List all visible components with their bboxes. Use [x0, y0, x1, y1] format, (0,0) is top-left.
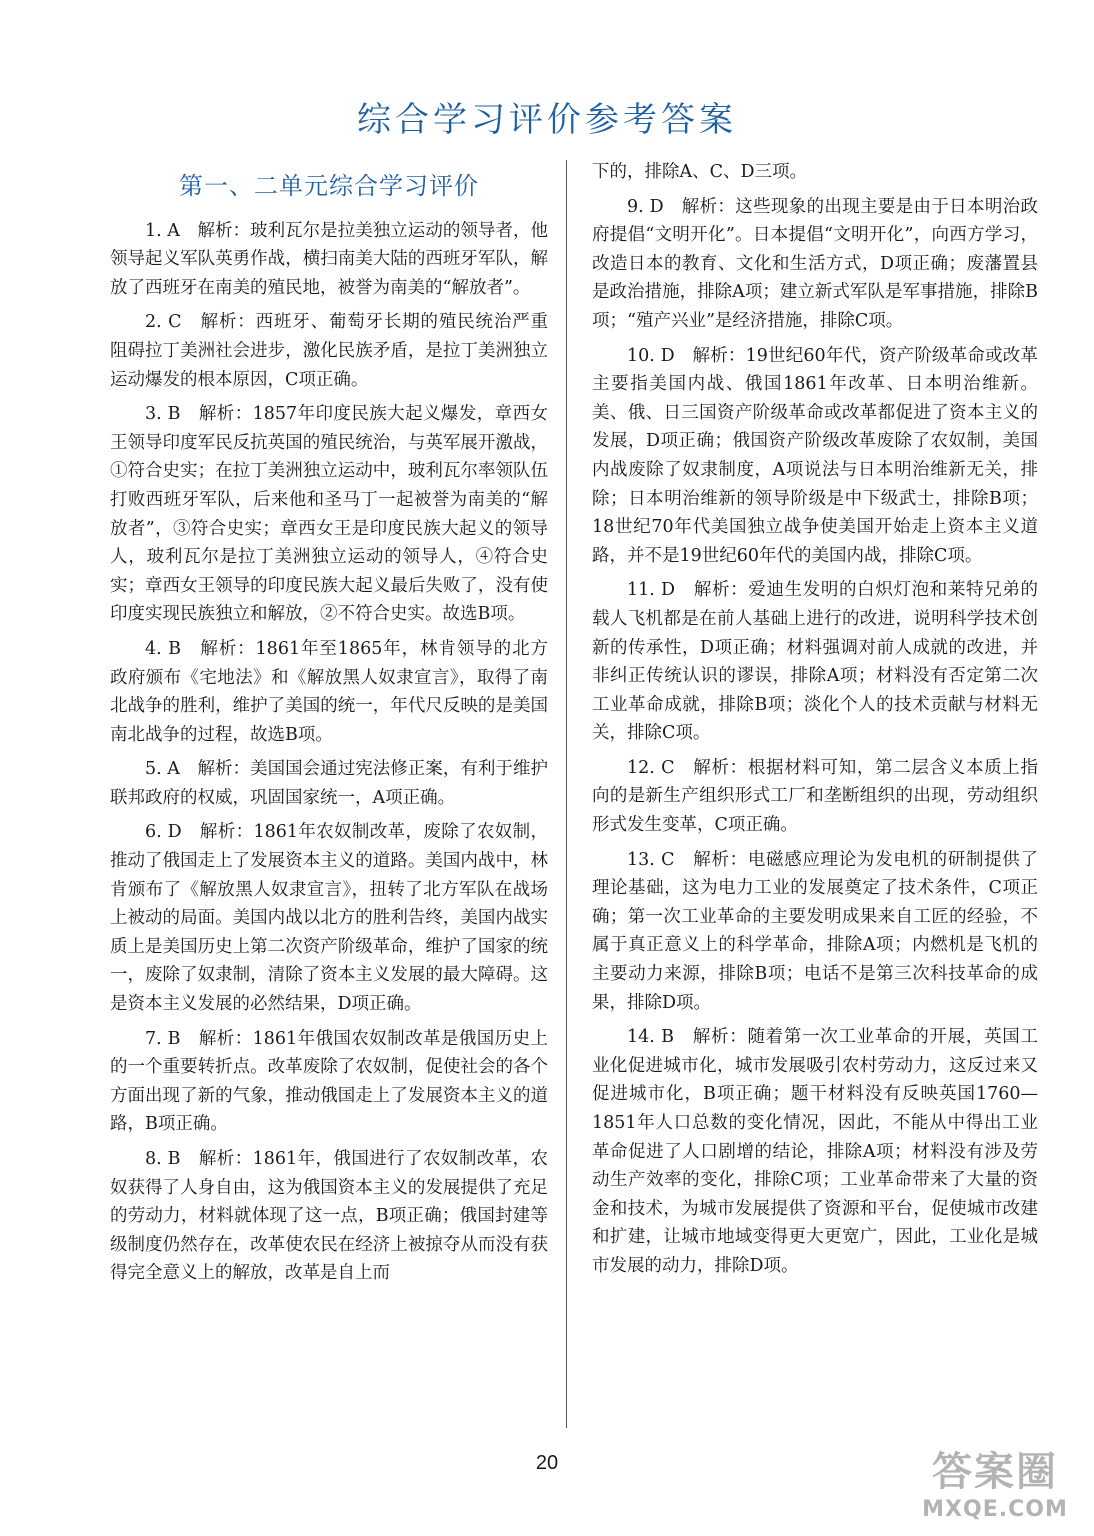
answer-paragraph: 9. D 解析：这些现象的出现主要是由于日本明治政府提倡“文明开化”。日本提倡“文明开化”，向西方学习，改造日本的教育、文化和生活方式，D项正确；废藩置县是政治措施，排除A项；建立新式军队是军事措施，排除B项；“殖产兴业”是经济措施，排除C项。 [592, 196, 1038, 331]
answer-paragraph: 7. B 解析：1861年俄国农奴制改革是俄国历史上的一个重要转折点。改革废除了农奴制，促使社会的各个方面出现了新的气象，推动俄国走上了发展资本主义的道路，B项正确。 [110, 1028, 548, 1135]
watermark-logo [905, 1440, 1085, 1530]
answer-paragraph: 8. B 解析：1861年，俄国进行了农奴制改革，农奴获得了人身自由，这为俄国资本主义的发展提供了充足的劳动力，材料就体现了这一点，B项正确；俄国封建等级制度仍然存在，改革使农民在经济上被掠夺从而没有获得完全意义上的解放，改革是自上而 [110, 1149, 548, 1284]
answer-paragraph: 14. B 解析：随着第一次工业革命的开展，英国工业化促进城市化，城市发展吸引农村劳动力，这反过来又促进城市化，B项正确；题干材料没有反映英国1760—1851年人口总数的变化情况，因此，不能从中得出工业革命促进了人口剧增的结论，排除A项；材料没有涉及劳动生产效率的变化，排除C项；工业革命带来了大量的资金和技术，为城市发展提供了资源和平台，促使城市改建和扩建，让城市地域变得更大更宽广，因此，工业化是城市发展的动力，排除D项。 [592, 1027, 1038, 1276]
column-divider [566, 160, 567, 1428]
answer-paragraph: 5. A 解析：美国国会通过宪法修正案，有利于维护联邦政府的权威，巩固国家统一，A项正确。 [110, 759, 548, 808]
section-title: 第一、二单元综合学习评价 [179, 172, 479, 200]
page-number: 20 [535, 1452, 559, 1474]
answer-paragraph: 11. D 解析：爱迪生发明的白炽灯泡和莱特兄弟的载人飞机都是在前人基础上进行的改进，说明科学技术创新的传承性，D项正确；材料强调对前人成就的改进，并非纠正传统认识的谬误，排除A项；材料没有否定第二次工业革命成就，排除B项；淡化个人的技术贡献与材料无关，排除C项。 [592, 580, 1038, 744]
answer-paragraph: 6. D 解析：1861年农奴制改革，废除了农奴制，推动了俄国走上了发展资本主义的道路。美国内战中，林肯颁布了《解放黑人奴隶宣言》，扭转了北方军队在战场上被动的局面。美国内战以北方的胜利告终，美国内战实质上是美国历史上第二次资产阶级革命，维护了国家的统一，废除了奴隶制，清除了资本主义发展的最大障碍。这是资本主义发展的必然结果，D项正确。 [110, 822, 548, 1015]
answer-paragraph: 1. A 解析：玻利瓦尔是拉美独立运动的领导者，他领导起义军队英勇作战，横扫南美大陆的西班牙军队，解放了西班牙在南美的殖民地，被誉为南美的“解放者”。 [110, 220, 548, 298]
answer-paragraph: 3. B 解析：1857年印度民族大起义爆发，章西女王领导印度军民反抗英国的殖民统治，与英军展开激战，①符合史实；在拉丁美洲独立运动中，玻利瓦尔率领队伍打败西班牙军队，后来他和圣马丁一起被誉为南美的“解放者”，③符合史实；章西女王是印度民族大起义的领导人，玻利瓦尔是拉丁美洲独立运动的领导人，④符合史实；章西女王领导的印度民族大起义最后失败了，没有使印度实现民族独立和解放，②不符合史实。故选B项。 [110, 404, 548, 625]
page-title: 综合学习评价参考答案 [357, 100, 737, 140]
left-column [110, 158, 548, 1294]
answer-paragraph: 10. D 解析：19世纪60年代，资产阶级革命或改革主要指美国内战、俄国1861年改革、日本明治维新。美、俄、日三国资产阶级革命或改革都促进了资本主义的发展，D项正确；俄国资产阶级改革废除了农奴制，美国内战废除了奴隶制度，A项说法与日本明治维新无关，排除；日本明治维新的领导阶级是中下级武士，排除B项；18世纪70年代美国独立战争使美国开始走上资本主义道路，并不是19世纪60年代的美国内战，排除C项。 [592, 345, 1038, 566]
watermark-text-top: 答案圈 [932, 1449, 1058, 1495]
answer-paragraph: 13. C 解析：电磁感应理论为发电机的研制提供了理论基础，这为电力工业的发展奠定了技术条件，C项正确；第一次工业革命的主要发明成果来自工匠的经验，不属于真正意义上的科学革命，排除A项；内燃机是飞机的主要动力来源，排除B项；电话不是第三次科技革命的成果，排除D项。 [592, 849, 1038, 1013]
answer-paragraph: 12. C 解析：根据材料可知，第二层含义本质上指向的是新生产组织形式工厂和垄断组织的出现，劳动组织形式发生变革，C项正确。 [592, 757, 1038, 836]
answer-continuation: 下的，排除A、C、D三项。 [592, 162, 808, 182]
right-column [592, 158, 1038, 1287]
answer-paragraph: 2. C 解析：西班牙、葡萄牙长期的殖民统治严重阻碍拉丁美洲社会进步，激化民族矛盾，是拉丁美洲独立运动爆发的根本原因，C项正确。 [110, 312, 548, 390]
answer-paragraph: 4. B 解析：1861年至1865年，林肯领导的北方政府颁布《宅地法》和《解放黑人奴隶宣言》，取得了南北战争的胜利，维护了美国的统一，年代尺反映的是美国南北战争的过程，故选B项。 [110, 638, 548, 745]
watermark-text-bottom: MXQE.COM [922, 1497, 1068, 1522]
